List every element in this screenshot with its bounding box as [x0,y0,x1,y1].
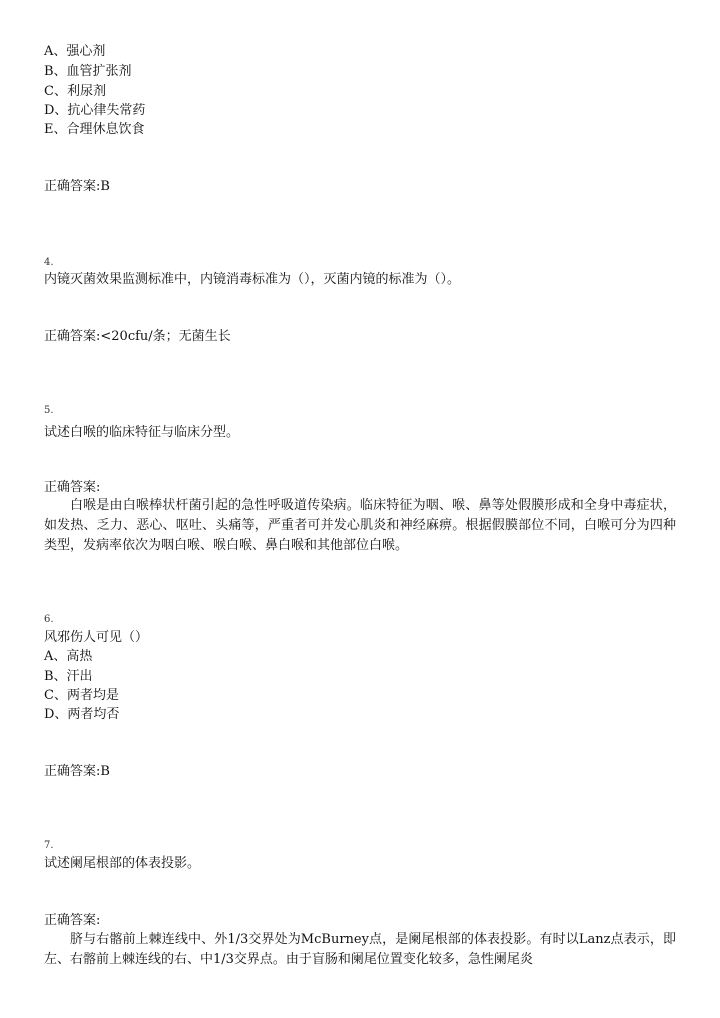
q6-option-a: A、高热 [44,649,93,664]
q6-option-d: D、两者均否 [44,707,120,722]
q3-option-e: E、合理休息饮食 [44,122,145,137]
q7-answer-body: 脐与右髂前上棘连线中、外1/3交界处为McBurney点，是阑尾根部的体表投影。有时以Lanz点表示，即左、右髂前上棘连线的右、中1/3交界点。由于盲肠和阑尾位置变化较多，急性阑尾炎 [44,932,676,967]
q5-question-text: 试述白喉的临床特征与临床分型。 [44,425,240,440]
q5-answer-body: 白喉是由白喉棒状杆菌引起的急性呼吸道传染病。临床特征为咽、喉、鼻等处假膜形成和全身中毒症状，如发热、乏力、恶心、呕吐、头痛等，严重者可并发心肌炎和神经麻痹。根据假膜部位不同，白喉可分为四种类型，发病率依次为咽白喉、喉白喉、鼻白喉和其他部位白喉。 [44,498,676,553]
q6-option-c: C、两者均是 [44,688,119,703]
q6-question-text: 风邪伤人可见（） [44,630,149,645]
q3-option-a: A、强心剂 [44,44,106,59]
q3-option-d: D、抗心律失常药 [44,103,146,118]
q3-option-b: B、血管扩张剂 [44,64,132,79]
q4-question-text: 内镜灭菌效果监测标准中，内镜消毒标准为（），灭菌内镜的标准为（）。 [44,272,461,287]
q6-number: 6. [44,614,54,625]
q6-option-b: B、汗出 [44,669,93,684]
q7-answer-label: 正确答案: [44,913,101,928]
q3-answer: 正确答案:B [44,179,110,194]
q7-number: 7. [44,840,54,851]
q5-answer-label: 正确答案: [44,480,101,495]
q3-option-c: C、利尿剂 [44,84,106,99]
q6-answer: 正确答案:B [44,764,110,779]
q7-question-text: 试述阑尾根部的体表投影。 [44,856,201,871]
q4-number: 4. [44,257,54,268]
q5-number: 5. [44,405,54,416]
q4-answer: 正确答案:<20cfu/条；无菌生长 [44,329,231,344]
